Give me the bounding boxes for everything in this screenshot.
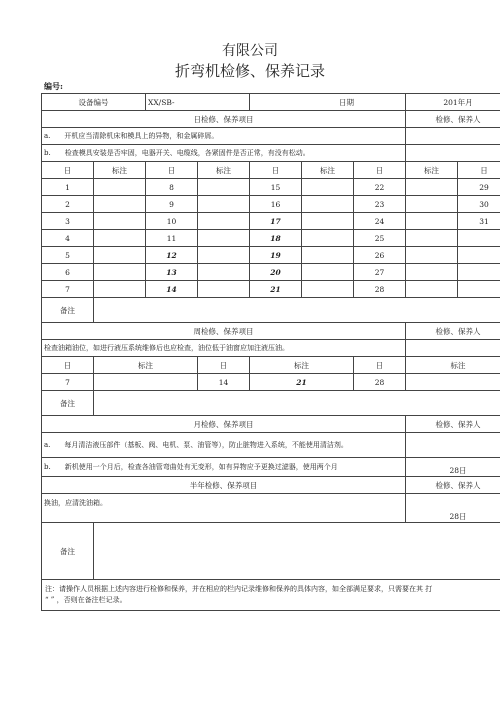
- daily-remark-label: 备注: [42, 298, 94, 323]
- mark-cell[interactable]: [198, 247, 250, 264]
- halfyear-section-header: [42, 477, 500, 494]
- final-remark-field[interactable]: [94, 523, 500, 580]
- daily-remark-row: [42, 298, 500, 323]
- day-cell: [458, 230, 500, 247]
- day-cell: 17: [250, 213, 302, 230]
- day-header: 日: [354, 357, 406, 374]
- mark-cell[interactable]: [94, 196, 146, 213]
- weekly-row: [42, 374, 500, 391]
- weekly-section-label: 周检修、保养项目: [42, 323, 406, 340]
- document-title: 折弯机检修、保养记录: [174, 62, 325, 80]
- monthly-item-b: b. 新机使用一个月后，检查各油管弯曲处有无变形，如有异物应予更换过滤器，使用两个月: [42, 458, 406, 477]
- halfyear-item: 换油，应清洗油箱。: [42, 494, 406, 523]
- day-cell: 2: [42, 196, 94, 213]
- day-cell: 18: [250, 230, 302, 247]
- day-cell: 8: [146, 179, 198, 196]
- note-line-2: “ ” ，否则在备注栏记录。: [45, 596, 127, 604]
- mark-cell[interactable]: [94, 213, 146, 230]
- day-cell: 5: [42, 247, 94, 264]
- daily-row: [42, 247, 500, 264]
- day-cell: 24: [354, 213, 406, 230]
- daily-person-field[interactable]: [406, 128, 500, 145]
- day-cell: 4: [42, 230, 94, 247]
- day-header: 日: [146, 162, 198, 179]
- day-cell: 16: [250, 196, 302, 213]
- daily-section-label: 日检修、保养项目: [42, 111, 406, 128]
- day-cell: 14: [198, 374, 250, 391]
- final-remark-label: 备注: [42, 523, 94, 580]
- monthly-date-field[interactable]: 28日: [406, 458, 500, 477]
- day-cell: [458, 264, 500, 281]
- day-cell: 26: [354, 247, 406, 264]
- mark-header: 标注: [198, 162, 250, 179]
- day-cell: 7: [42, 374, 94, 391]
- daily-person-field[interactable]: [406, 145, 500, 162]
- day-cell: 20: [250, 264, 302, 281]
- monthly-item-a: a. 每月清洁液压部件（基板、阀、电机、泵、油管等），防止脏物进入系统，不能使用清洁剂。: [42, 433, 406, 458]
- day-cell: 19: [250, 247, 302, 264]
- weekly-person-label: 检修、保养人: [406, 323, 500, 340]
- mark-cell[interactable]: [302, 196, 354, 213]
- halfyear-person-label: 检修、保养人: [406, 477, 500, 494]
- mark-cell[interactable]: [198, 230, 250, 247]
- daily-item-a-row: [42, 128, 500, 145]
- day-cell: 30: [458, 196, 500, 213]
- mark-header: 标注: [406, 162, 458, 179]
- mark-header: 标注: [302, 162, 354, 179]
- weekly-remark-label: 备注: [42, 391, 94, 416]
- day-cell: 9: [146, 196, 198, 213]
- day-header: 日: [250, 162, 302, 179]
- monthly-section-header: [42, 416, 500, 433]
- monthly-item-b-row: [42, 458, 500, 477]
- weekly-section-header: [42, 323, 500, 340]
- note-text: [42, 580, 500, 611]
- daily-item-b-row: [42, 145, 500, 162]
- day-cell: [458, 281, 500, 298]
- daily-item-a: a. 开机应当清除机床和模具上的异物，和金属碎屑。: [42, 128, 406, 145]
- mark-cell[interactable]: [406, 247, 458, 264]
- mark-cell[interactable]: [94, 247, 146, 264]
- date-field[interactable]: 201年月: [406, 94, 500, 111]
- daily-row: [42, 281, 500, 298]
- mark-cell[interactable]: [302, 230, 354, 247]
- mark-cell[interactable]: [198, 213, 250, 230]
- daily-column-header: [42, 162, 500, 179]
- note-line-1: 注：请操作人员根据上述内容进行检修和保养，并在相应的栏内记录维修和保养的具体内容，如全部满足要求，只需要在其 打: [45, 585, 433, 593]
- day-header: 日: [42, 162, 94, 179]
- weekly-remark-field[interactable]: [94, 391, 500, 416]
- mark-cell[interactable]: [406, 281, 458, 298]
- mark-cell[interactable]: [406, 264, 458, 281]
- monthly-item-a-row: [42, 433, 500, 458]
- halfyear-date-field[interactable]: 28日: [406, 494, 500, 523]
- mark-cell[interactable]: [198, 196, 250, 213]
- day-header: 日: [458, 162, 500, 179]
- day-cell: 10: [146, 213, 198, 230]
- mark-cell[interactable]: [406, 374, 500, 391]
- day-cell: 23: [354, 196, 406, 213]
- doc-number-label: 编号:: [44, 81, 63, 91]
- note-row: [42, 580, 500, 611]
- weekly-person-field[interactable]: [406, 340, 500, 357]
- day-cell: 21: [250, 374, 354, 391]
- monthly-section-label: 月检修、保养项目: [42, 416, 406, 433]
- day-cell: 21: [250, 281, 302, 298]
- day-cell: 15: [250, 179, 302, 196]
- day-cell: 12: [146, 247, 198, 264]
- mark-header: 标注: [94, 357, 198, 374]
- equipment-row: [42, 94, 500, 111]
- mark-cell[interactable]: [198, 179, 250, 196]
- daily-person-label: 检修、保养人: [406, 111, 500, 128]
- mark-cell[interactable]: [94, 264, 146, 281]
- day-cell: 27: [354, 264, 406, 281]
- daily-section-header: [42, 111, 500, 128]
- mark-cell[interactable]: [94, 374, 198, 391]
- mark-cell[interactable]: [302, 264, 354, 281]
- date-label: 日期: [250, 94, 406, 111]
- daily-row: [42, 230, 500, 247]
- mark-cell[interactable]: [406, 179, 458, 196]
- halfyear-item-row: [42, 494, 500, 523]
- mark-cell[interactable]: [94, 281, 146, 298]
- day-header: 日: [42, 357, 94, 374]
- day-cell: 25: [354, 230, 406, 247]
- day-cell: 31: [458, 213, 500, 230]
- weekly-item-row: [42, 340, 500, 357]
- day-cell: 1: [42, 179, 94, 196]
- mark-header: 标注: [94, 162, 146, 179]
- day-cell: 13: [146, 264, 198, 281]
- daily-remark-field[interactable]: [94, 298, 500, 323]
- mark-header: 标注: [250, 357, 354, 374]
- daily-row: [42, 213, 500, 230]
- day-header: 日: [354, 162, 406, 179]
- equipment-code-label: 设备编号: [42, 94, 146, 111]
- day-header: 日: [198, 357, 250, 374]
- day-cell: 28: [354, 374, 406, 391]
- mark-cell[interactable]: [198, 281, 250, 298]
- weekly-item: 检查油箱油位，如进行液压系统维修后也应检查，油位低于油窗应加注液压油。: [42, 340, 406, 357]
- day-cell: 11: [146, 230, 198, 247]
- daily-row: [42, 264, 500, 281]
- halfyear-section-label: 半年检修、保养项目: [42, 477, 406, 494]
- day-cell: 14: [146, 281, 198, 298]
- mark-cell[interactable]: [406, 196, 458, 213]
- day-cell: 7: [42, 281, 94, 298]
- day-cell: 3: [42, 213, 94, 230]
- mark-cell[interactable]: [94, 179, 146, 196]
- mark-cell[interactable]: [198, 264, 250, 281]
- daily-item-b: b. 检查模具安装是否牢固，电器开关、电缆线，各紧固件是否正常，有没有松动。: [42, 145, 406, 162]
- weekly-column-header: [42, 357, 500, 374]
- company-name: 有限公司: [222, 43, 278, 59]
- daily-row: [42, 179, 500, 196]
- monthly-person-label: 检修、保养人: [406, 416, 500, 433]
- day-cell: [458, 247, 500, 264]
- weekly-remark-row: [42, 391, 500, 416]
- mark-cell[interactable]: [406, 230, 458, 247]
- maintenance-record-table: [41, 93, 500, 611]
- mark-cell[interactable]: [94, 230, 146, 247]
- mark-cell[interactable]: [406, 213, 458, 230]
- day-cell: 22: [354, 179, 406, 196]
- daily-row: [42, 196, 500, 213]
- day-cell: 29: [458, 179, 500, 196]
- monthly-person-field[interactable]: [406, 433, 500, 458]
- mark-header: 标注: [406, 357, 500, 374]
- day-cell: 6: [42, 264, 94, 281]
- mark-cell[interactable]: [302, 213, 354, 230]
- equipment-code-field[interactable]: XX/SB-: [146, 94, 250, 111]
- mark-cell[interactable]: [302, 281, 354, 298]
- mark-cell[interactable]: [302, 247, 354, 264]
- final-remark-row: [42, 523, 500, 580]
- day-cell: 28: [354, 281, 406, 298]
- mark-cell[interactable]: [302, 179, 354, 196]
